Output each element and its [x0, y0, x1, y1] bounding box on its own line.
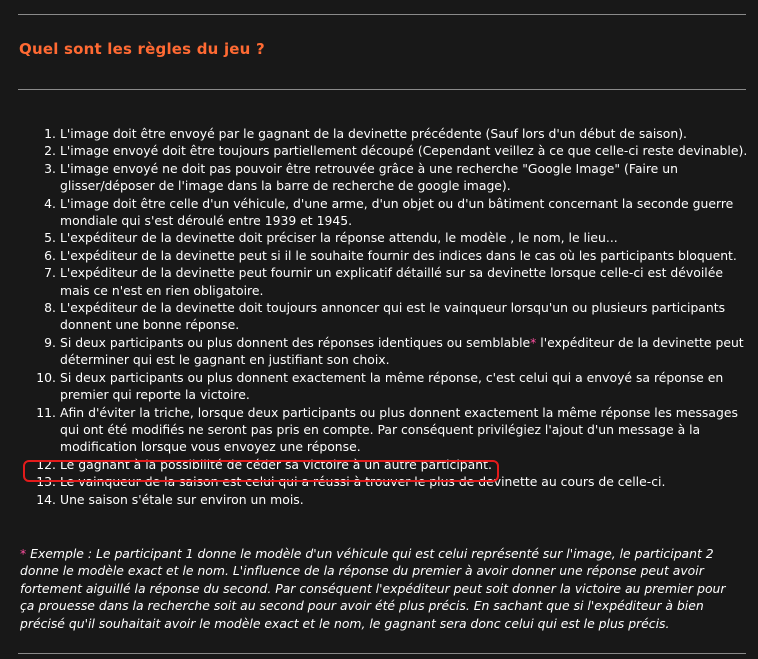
rule-text: L'expéditeur de la devinette peut si il le souhaite fournir des indices dans le cas où les participants bloquent.	[60, 247, 737, 263]
rule-item	[28, 404, 748, 456]
rule-item	[28, 264, 748, 299]
rule-number: 10.	[36, 369, 56, 385]
rule-text-before: Si deux participants ou plus donnent des réponses identiques ou semblable	[60, 334, 531, 350]
rule-item	[28, 369, 748, 404]
rule-text: L'image doit être envoyé par le gagnant de la devinette précédente (Sauf lors d'un début de saison).	[60, 126, 687, 141]
rule-item	[28, 195, 748, 230]
rule-number: 12.	[36, 456, 56, 472]
example-note	[20, 545, 740, 632]
rules-list	[28, 125, 748, 508]
rule-item	[28, 160, 748, 195]
rule-number: 11.	[36, 404, 56, 420]
rule-number: 14.	[36, 491, 56, 507]
rule-item	[28, 229, 748, 246]
divider-middle	[18, 89, 746, 90]
rule-item	[28, 142, 748, 159]
rule-number: 7.	[44, 265, 56, 281]
rule-text: Si deux participants ou plus donnent exactement la même réponse, c'est celui qui a envoyé sa réponse en premier qui reporte la victoire.	[60, 369, 724, 403]
divider-top	[18, 14, 746, 15]
note-asterisk: *	[20, 546, 27, 561]
rule-item	[28, 491, 748, 508]
rule-number: 5.	[44, 230, 56, 246]
rule-text: L'image envoyé doit être toujours partiellement découpé (Cependant veillez à ce que celle-ci reste devinable).	[60, 143, 748, 159]
rule-item	[28, 247, 748, 264]
rule-number: 9.	[44, 334, 56, 350]
rule-text: L'image envoyé ne doit pas pouvoir être retrouvée grâce à une recherche "Google Image" (Faire un glisser/déposer de l'image dans la barre de recherche de google image).	[60, 160, 678, 194]
rule-text: L'expéditeur de la devinette doit préciser la réponse attendu, le modèle , le nom, le lieu...	[60, 230, 618, 246]
rule-number: 8.	[44, 300, 56, 316]
rule-item	[28, 334, 748, 369]
rule-number: 2.	[44, 143, 56, 159]
rule-number: 1.	[44, 126, 56, 141]
page-title: Quel sont les règles du jeu ?	[19, 40, 265, 58]
rule-text-after: l'expéditeur de la devinette peut déterminer qui est le gagnant en justifiant son choix.	[60, 334, 744, 368]
rule-text: L'expéditeur de la devinette doit toujours annoncer qui est le vainqueur lorsqu'un ou plusieurs participants donnent une bonne réponse.	[60, 300, 726, 333]
rule-text: Une saison s'étale sur environ un mois.	[60, 491, 304, 507]
highlight-box	[23, 460, 499, 482]
rule-number: 4.	[44, 195, 56, 211]
divider-bottom	[18, 653, 746, 654]
rule-text: L'image doit être celle d'un véhicule, d'une arme, d'un objet ou d'un bâtiment concernant la seconde guerre mondiale qui s'est déroulé entre 1939 et 1945.	[60, 195, 734, 229]
rule-text: Le vainqueur de la saison est celui qui a réussi à trouver le plus de devinette au cours de celle-ci.	[60, 474, 666, 490]
rule-text: Le gagnant à la possibilité de céder sa victoire à un autre participant.	[60, 456, 492, 472]
note-text: Exemple : Le participant 1 donne le modèle d'un véhicule qui est celui représenté sur l'image, le participant 2 donne le modèle exact et le nom. L'influence de la réponse du premier à avoir donner une réponse peut avoir fortement aiguillé la réponse du second. Par conséquent l'expéditeur peut soit donner la victoire au premier pour ça prouesse dans la recherche soit au second pour avoir été plus précis. En sachant que si l'expéditeur à bien précisé qu'il souhaitait avoir le modèle exact et le nom, le gagnant sera donc celui qui est le plus précis.	[20, 546, 726, 631]
rule-number: 13.	[36, 474, 56, 490]
rule-number: 3.	[44, 160, 56, 176]
rule-text: L'expéditeur de la devinette peut fournir un explicatif détaillé sur sa devinette lorsque celle-ci est dévoilée mais ce n'est en rien obligatoire.	[60, 265, 723, 298]
rule-text: Afin d'éviter la triche, lorsque deux participants ou plus donnent exactement la même réponse les messages qui ont été modifiés ne seront pas pris en compte. Par conséquent privilégiez l'ajout d'un message à la modification lorsque vous envoyez une réponse.	[60, 404, 738, 455]
asterisk-marker: *	[530, 334, 537, 350]
rule-number: 6.	[44, 247, 56, 263]
rule-item	[28, 125, 748, 142]
rule-item	[28, 299, 748, 334]
